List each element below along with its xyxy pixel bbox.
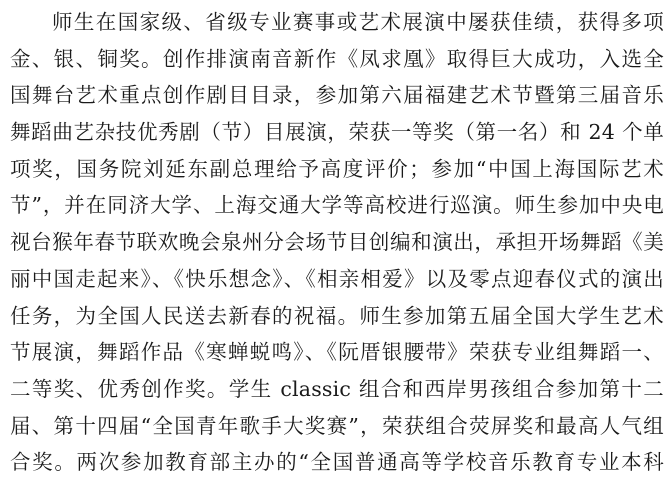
text-line: 师生在国家级、省级专业赛事或艺术展演中屡获佳绩，获得多项	[52, 10, 664, 34]
text-line: 节展演，舞蹈作品《寒蝉蜕鸣》、《阮厝银腰带》荣获专业组舞蹈一、	[10, 340, 664, 365]
text-line: 二等奖、优秀创作奖。学生 classic 组合和西岸男孩组合参加第十二	[10, 376, 664, 401]
text-line: 届、第十四届“全国青年歌手大奖赛”，荣获组合荧屏奖和最高人气组	[10, 413, 664, 438]
text-line: 视台猴年春节联欢晚会泉州分会场节目创编和演出，承担开场舞蹈《美	[10, 230, 664, 255]
text-line: 金、银、铜奖。创作排演南音新作《凤求凰》取得巨大成功，入选全	[10, 46, 664, 71]
text-line: 合奖。两次参加教育部主办的“全国普通高等学校音乐教育专业本科	[10, 450, 664, 475]
text-line: 任务，为全国人民送去新春的祝福。师生参加第五届全国大学生艺术	[10, 303, 664, 328]
text-line: 舞蹈曲艺杂技优秀剧（节）目展演，荣获一等奖（第一名）和 24 个单	[10, 120, 664, 145]
text-line: 丽中国走起来》、《快乐想念》、《相亲相爱》以及零点迎春仪式的演出	[10, 266, 664, 291]
body-paragraph	[10, 4, 664, 481]
text-line: 节”，并在同济大学、上海交通大学等高校进行巡演。师生参加中央电	[10, 193, 664, 218]
text-line: 项奖，国务院刘延东副总理给予高度评价；参加“中国上海国际艺术	[10, 156, 664, 181]
text-line: 国舞台艺术重点创作剧目目录，参加第六届福建艺术节暨第三届音乐	[10, 83, 664, 108]
